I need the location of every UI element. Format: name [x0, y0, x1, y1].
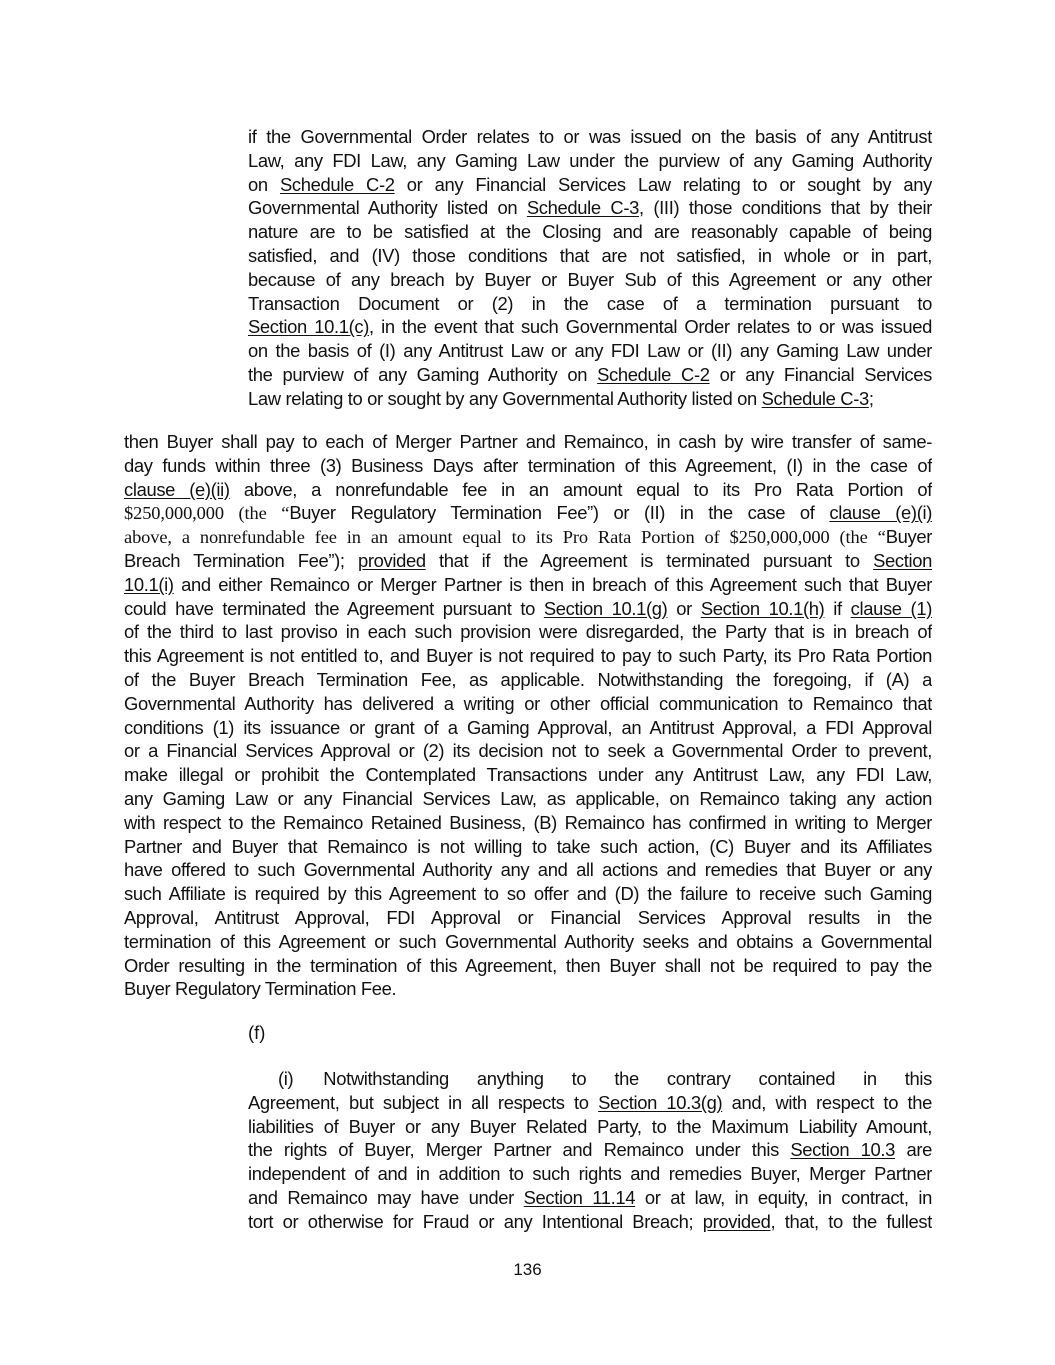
text-run: on	[248, 173, 280, 195]
text-line	[124, 525, 932, 549]
item-label: (i)	[278, 1068, 294, 1089]
text-line	[248, 196, 932, 220]
text-run: , (III) those conditions that by their	[639, 197, 932, 219]
text-line: any Gaming Law or any Financial Services Law, as applicable, on Remainco taking any action	[124, 787, 932, 809]
text-run: tort or otherwise for Fraud or any Intentional Breach;	[248, 1210, 703, 1232]
defined-term: Breach Termination Fee	[124, 549, 329, 571]
text-line: nature are to be satisfied at the Closing and are reasonably capable of being	[248, 221, 932, 243]
text-run: are	[906, 1139, 932, 1161]
section-reference: 10.1(i)	[124, 573, 174, 595]
text-line: Governmental Authority has delivered a writing or other official communication to Remainco that	[124, 692, 932, 714]
section-reference: Section	[873, 549, 932, 571]
schedule-reference: Schedule C-3	[526, 197, 639, 219]
clause-reference: clause (e)(ii)	[124, 478, 230, 500]
text-run: the purview of any Gaming Authority on	[248, 363, 598, 385]
text-line	[248, 1210, 932, 1234]
text-line: satisfied, and (IV) those conditions that are not satisfied, in whole or in part,	[248, 244, 932, 266]
text-line: or a Financial Services Approval or (2) its decision not to seek a Governmental Order to prevent,	[124, 740, 932, 762]
text-line: Law, any FDI Law, any Gaming Law under the purview of any Gaming Authority	[248, 149, 932, 171]
text-run: above, a nonrefundable fee in an amount equal to its Pro Rata Portion of	[243, 478, 932, 500]
text-run: ”) or (II) in the case of	[587, 502, 830, 524]
termination-fee-paragraph	[124, 430, 932, 1001]
page-number: 136	[513, 1260, 542, 1279]
text-run: Notwithstanding anything to the contrary contained in this	[323, 1068, 932, 1089]
text-run: ;	[868, 387, 874, 409]
text-line: Transaction Document or (2) in the case of a termination pursuant to	[248, 292, 932, 314]
text-line: if the Governmental Order relates to or was issued on the basis of any Antitrust	[248, 126, 932, 147]
text-line: Order resulting in the termination of this Agreement, then Buyer shall not be required to pay the	[124, 954, 932, 976]
defined-term: Buyer	[885, 526, 932, 548]
text-run: Law relating to or sought by any Governmental Authority listed on	[248, 387, 762, 409]
text-run: or	[676, 597, 701, 619]
text-run: or at law, in equity, in contract, in	[644, 1186, 932, 1208]
indented-clause-continuation	[248, 125, 932, 411]
text-line	[248, 387, 932, 411]
subsection-f-i	[248, 1067, 932, 1234]
text-line: Buyer Regulatory Termination Fee.	[124, 978, 397, 1000]
text-line: of the third to last proviso in each such provision were disregarded, the Party that is in breach of	[124, 621, 932, 643]
text-line	[248, 1091, 932, 1115]
text-run: $250,000,000 (the “	[124, 503, 290, 524]
text-line	[248, 173, 932, 197]
text-line: independent of and in addition to such rights and remedies Buyer, Merger Partner	[248, 1163, 932, 1185]
text-line: because of any breach by Buyer or Buyer Sub of this Agreement or any other	[248, 268, 932, 290]
text-line: of the Buyer Breach Termination Fee, as applicable. Notwithstanding the foregoing, if (A) a	[124, 668, 932, 690]
text-run: could have terminated the Agreement pursuant to	[124, 597, 544, 619]
text-line: termination of this Agreement or such Governmental Authority seeks and obtains a Governmental	[124, 930, 932, 952]
section-reference: Section 10.3(g)	[598, 1091, 723, 1113]
text-run: , that, to the fullest	[770, 1210, 932, 1232]
defined-term: Buyer Regulatory Termination Fee	[289, 502, 588, 524]
text-run: and either Remainco or Merger Partner is then in breach of this Agreement such that Buyer	[181, 573, 932, 595]
section-reference: Section 10.1(h)	[700, 597, 825, 619]
section-label-f: (f)	[248, 1022, 266, 1043]
text-run: , in the event that such Governmental Order relates to or was issued	[369, 316, 932, 338]
section-reference: Section 10.1(c)	[248, 316, 369, 338]
text-run: and Remainco may have under	[248, 1186, 524, 1208]
text-line	[124, 549, 932, 573]
text-line: this Agreement is not entitled to, and Buyer is not required to pay to such Party, its Pro Rata Portion	[124, 645, 932, 667]
clause-reference: clause (1)	[850, 597, 932, 619]
text-line: make illegal or prohibit the Contemplated Transactions under any Antitrust Law, any FDI Law,	[124, 764, 932, 786]
schedule-reference: Schedule C-2	[279, 173, 395, 195]
proviso-term: provided	[702, 1210, 771, 1232]
section-reference: Section 10.3	[790, 1139, 896, 1161]
section-reference: Section 11.14	[523, 1186, 636, 1208]
text-run: if	[833, 597, 851, 619]
text-run: or any Financial Services Law relating to or sought by any	[406, 173, 932, 195]
text-line: on the basis of (I) any Antitrust Law or any FDI Law or (II) any Gaming Law under	[248, 340, 932, 362]
text-line	[124, 478, 932, 502]
text-line: liabilities of Buyer or any Buyer Related Party, to the Maximum Liability Amount,	[248, 1115, 932, 1137]
text-run: that if the Agreement is terminated pursuant to	[439, 549, 874, 571]
text-line	[124, 501, 932, 525]
text-run: the rights of Buyer, Merger Partner and Remainco under this	[248, 1139, 791, 1161]
text-line: have offered to such Governmental Authority any and all actions and remedies that Buyer or any	[124, 859, 932, 881]
text-line: conditions (1) its issuance or grant of a Gaming Approval, an Antitrust Approval, a FDI Approval	[124, 716, 932, 738]
text-line: Partner and Buyer that Remainco is not willing to take such action, (C) Buyer and its Affiliates	[124, 835, 932, 857]
text-run: or any Financial Services	[719, 363, 932, 385]
text-line	[248, 1067, 932, 1091]
text-line: Approval, Antitrust Approval, FDI Approval or Financial Services Approval results in the	[124, 906, 932, 928]
section-reference: Section 10.1(g)	[543, 597, 668, 619]
text-run: ”);	[328, 549, 358, 571]
text-run: above, a nonrefundable fee in an amount equal to its Pro Rata Portion of $250,000,000 (the “	[124, 527, 886, 548]
text-line	[248, 1138, 932, 1162]
clause-reference: clause (e)(i)	[829, 502, 932, 524]
text-line: such Affiliate is required by this Agreement to so offer and (D) the failure to receive such Gaming	[124, 883, 932, 905]
text-line	[248, 363, 932, 387]
text-run: Agreement, but subject in all respects to	[248, 1091, 599, 1113]
schedule-reference: Schedule C-3	[761, 387, 869, 409]
text-line	[124, 573, 932, 597]
text-run: Governmental Authority listed on	[248, 197, 527, 219]
text-line	[124, 597, 932, 621]
text-line: with respect to the Remainco Retained Business, (B) Remainco has confirmed in writing to Merger	[124, 811, 932, 833]
text-line: then Buyer shall pay to each of Merger Partner and Remainco, in cash by wire transfer of same-	[124, 431, 932, 452]
text-run: and, with respect to the	[731, 1091, 932, 1113]
text-line	[248, 315, 932, 339]
text-line	[248, 1186, 932, 1210]
schedule-reference: Schedule C-2	[597, 363, 710, 385]
proviso-term: provided	[357, 549, 426, 571]
text-line: day funds within three (3) Business Days after termination of this Agreement, (I) in the case of	[124, 454, 932, 476]
